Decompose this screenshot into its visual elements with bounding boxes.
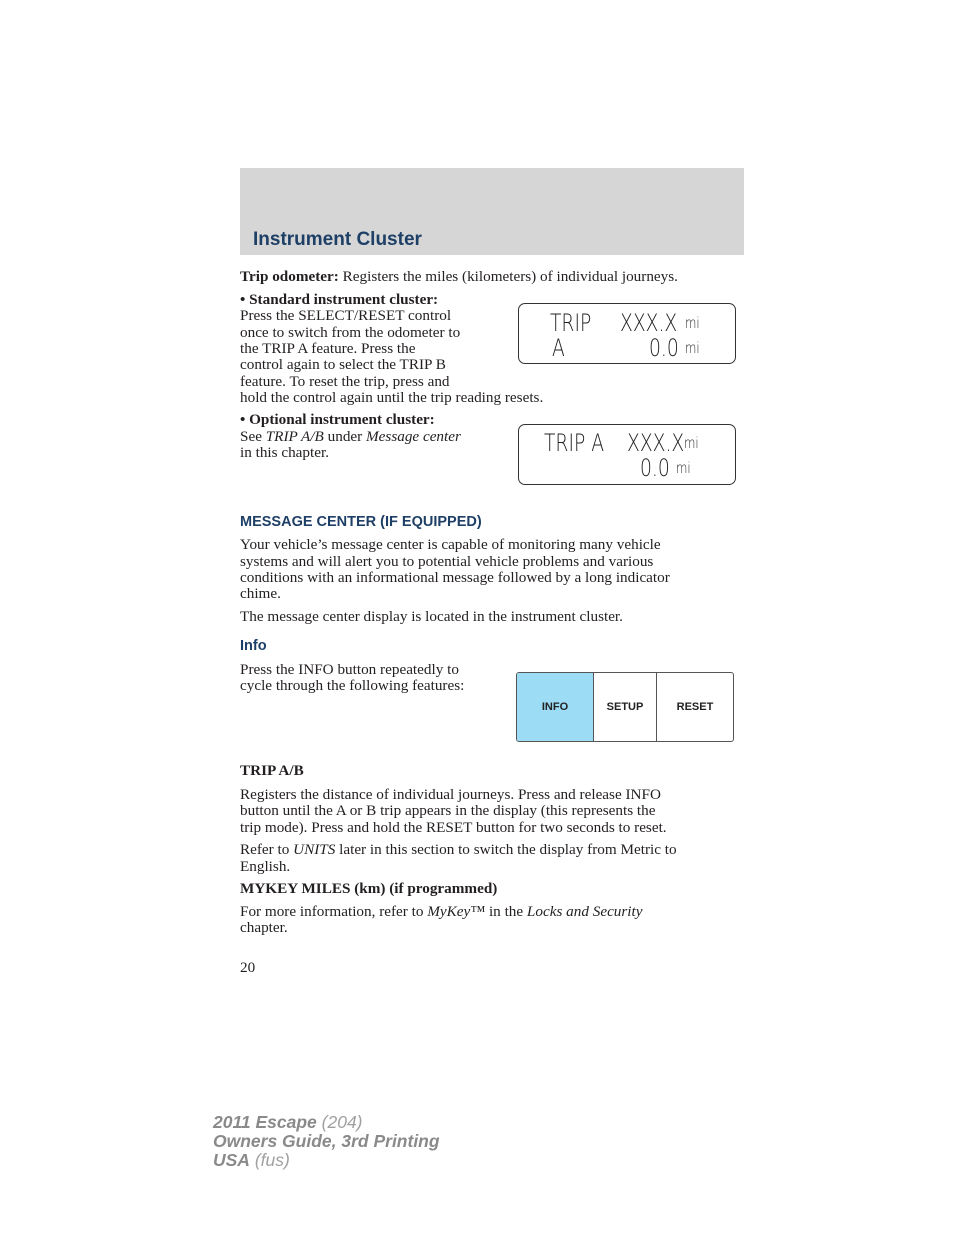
refer-text: later in this section to switch the display from Metric to [335, 841, 677, 858]
mykey-line [240, 904, 643, 920]
trip-ab-line: Registers the distance of individual journeys. Press and release INFO [240, 786, 661, 803]
standard-cluster-line: the TRIP A feature. Press the [240, 340, 416, 357]
setup-button[interactable]: SETUP [594, 673, 657, 741]
message-center-line: Your vehicle’s message center is capable of monitoring many vehicle [240, 536, 661, 553]
display-trip-label: TRIP [550, 309, 592, 337]
mykey-text: in the [485, 903, 527, 920]
section-header-band [240, 168, 744, 255]
trip-ab-line: trip mode). Press and hold the RESET button for two seconds to reset. [240, 819, 667, 836]
trip-ab-refer-line [240, 842, 677, 858]
message-center-reference: Message center [366, 427, 461, 445]
standard-cluster-line: Press the SELECT/RESET control [240, 307, 452, 324]
footer-region-code: (fus) [249, 1150, 290, 1170]
standard-cluster-line: control again to select the TRIP B [240, 356, 446, 373]
display-trip-value: XXX.X [627, 429, 685, 457]
message-center-location: The message center display is located in the instrument cluster. [240, 608, 623, 625]
message-center-line: conditions with an informational message followed by a long indicator [240, 569, 670, 586]
footer-region: USA [213, 1150, 250, 1170]
standard-cluster-label: • Standard instrument cluster: [240, 291, 439, 308]
trip-ab-refer-line: English. [240, 858, 291, 875]
standard-cluster-line: hold the control again until the trip reading resets. [240, 389, 544, 406]
mykey-line: chapter. [240, 919, 288, 936]
optional-cluster-line: in this chapter. [240, 444, 329, 461]
standard-trip-display [518, 303, 736, 364]
footer-model: 2011 Escape [213, 1112, 317, 1132]
display-trip-value: XXX.X [620, 309, 678, 337]
display-unit: mi [685, 314, 700, 332]
standard-cluster-line: feature. To reset the trip, press and [240, 372, 450, 390]
refer-text: Refer to [240, 841, 294, 858]
trip-ab-heading: TRIP A/B [240, 762, 304, 779]
trip-odometer-text: Registers the miles (kilometers) of individual journeys. [338, 268, 678, 285]
info-line: cycle through the following features: [240, 677, 465, 694]
optional-cluster-line [240, 429, 461, 445]
optional-trip-display [518, 424, 736, 485]
optional-cluster-label: • Optional instrument cluster: [240, 411, 435, 428]
display-trip-letter: A [552, 334, 565, 362]
section-title: Instrument Cluster [253, 229, 422, 250]
trip-ab-reference: TRIP A/B [265, 427, 324, 445]
page-number: 20 [240, 959, 256, 976]
mykey-heading: MYKEY MILES (km) (if programmed) [240, 880, 498, 897]
display-reading-value: 0.0 [640, 454, 670, 482]
message-center-line: systems and will alert you to potential vehicle problems and various [240, 552, 654, 570]
standard-cluster-line: once to switch from the odometer to [240, 323, 461, 341]
under-text: under [323, 427, 367, 445]
message-center-line: chime. [240, 585, 281, 602]
message-center-buttons [516, 672, 734, 742]
locks-security-reference: Locks and Security [526, 903, 643, 920]
display-unit: mi [684, 434, 699, 452]
reset-button[interactable]: RESET [676, 701, 714, 713]
display-trip-label: TRIP A [544, 429, 605, 457]
trip-odometer-paragraph [240, 269, 678, 285]
mykey-reference: MyKey™ [427, 903, 486, 920]
message-center-heading: MESSAGE CENTER (IF EQUIPPED) [240, 514, 482, 530]
footer-model-code: (204) [316, 1112, 363, 1132]
display-unit: mi [685, 339, 700, 357]
footer-guide: Owners Guide, 3rd Printing [213, 1131, 440, 1151]
info-button[interactable]: INFO [517, 673, 594, 741]
document-footer [213, 1113, 440, 1170]
trip-odometer-label: Trip odometer: [240, 268, 339, 285]
trip-ab-line: button until the A or B trip appears in the display (this represents the [240, 802, 656, 819]
units-reference: UNITS [293, 841, 336, 858]
see-text: See [240, 427, 266, 445]
display-reading-value: 0.0 [649, 334, 679, 362]
display-unit: mi [676, 459, 691, 477]
mykey-text: For more information, refer to [240, 903, 428, 920]
info-line: Press the INFO button repeatedly to [240, 661, 459, 678]
info-heading: Info [240, 638, 267, 654]
